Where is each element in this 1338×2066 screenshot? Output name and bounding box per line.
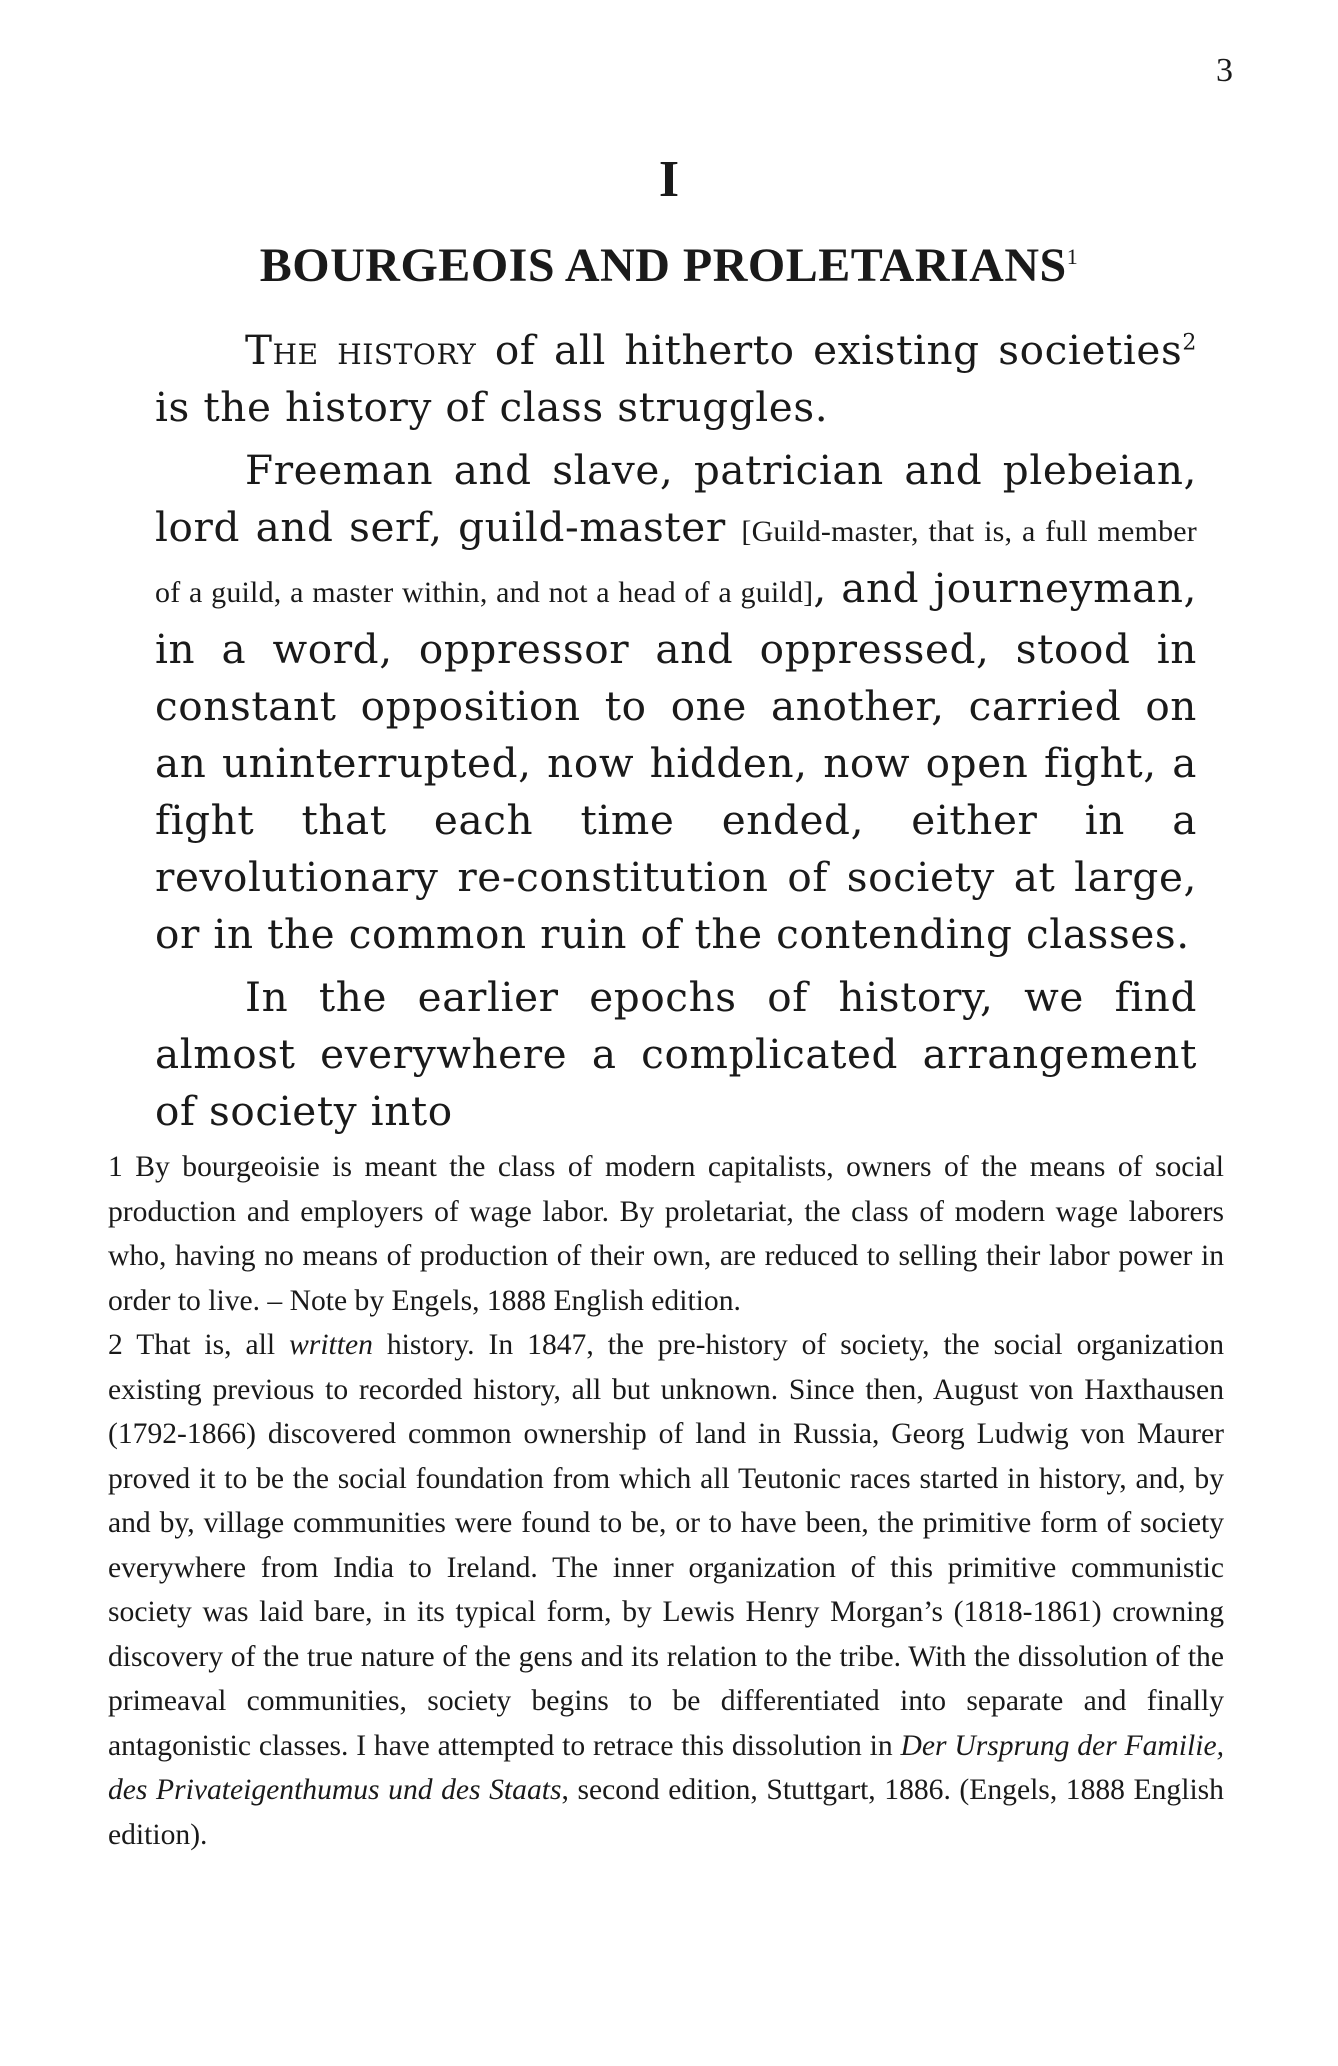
footnote-2-text-a: 2 That is, all [108,1329,290,1361]
footnote-2-emphasis-written: written [289,1329,373,1361]
footnote-2-book-title: Der Ursprung der Familie, des Privateigenthumus und des Staats [108,1729,1224,1806]
paragraph-3 [155,969,1197,1140]
paragraph-1-text-a: of all hitherto existing societies [476,326,1183,374]
footnote-ref-2: 2 [1182,330,1197,356]
footnote-1-text: 1 By bourgeoisie is meant the class of modern capitalists, owners of the means of social production and employers of wage labor. By proletariat, the class of modern wage laborers who, having no means of production of their own, are reduced to selling their labor power in order to live. – Note by Engels, 1888 English edition. [108,1151,1224,1317]
page-number: 3 [1216,52,1233,89]
footnote-2-text-c: , second edition, Stuttgart, 1886. (Engels, 1888 English edition). [108,1774,1224,1851]
paragraph-2 [155,442,1197,963]
chapter-numeral: I [658,151,680,208]
footnote-ref-1: 1 [1066,244,1079,269]
paragraph-2-text-a: Freeman and slave, patrician and plebeian, lord and serf, guild-master [155,446,1197,551]
chapter-title-text: BOURGEOIS AND PROLETARIANS [259,239,1067,292]
body-text [155,322,1197,1146]
footnote-1 [108,1145,1224,1323]
paragraph-1 [155,322,1197,436]
footnote-2 [108,1323,1224,1857]
footnote-2-text-b: history. In 1847, the pre-history of society, the social organization existing previous to recorded history, all but unknown. Since then, August von Haxthausen (1792-1866) discovered common ownership of land in Russia, Georg Ludwig von Maurer proved it to be the social foundation from which all Teutonic races started in history, and, by and by, village communities were found to be, or to have been, the primitive form of society everywhere from India to Ireland. The inner organization of this primitive communistic society was laid bare, in its typical form, by Lewis Henry Morgan’s (1818-1861) crowning discovery of the true nature of the gens and its relation to the tribe. With the dissolution of the primeaval communities, society begins to be differentiated into separate and finally antagonistic classes. I have attempted to retrace this dissolution in [108,1329,1224,1762]
paragraph-1-text-b: is the history of class struggles. [155,383,829,431]
chapter-title [0,238,1338,293]
paragraph-2-inline-note: [Guild-master, that is, a full member of a guild, a master within, and not a head of a guild] [155,515,1197,609]
paragraph-1-lead: The history [245,326,477,374]
paragraph-2-text-b: , and journeyman, in a word, oppressor and oppressed, stood in constant opposition to one another, carried on an uninterrupted, now hidden, now open fight, a fight that each time ended, either in a revolutionary re-constitution of society at large, or in the common ruin of the contending classes. [155,564,1197,958]
paragraph-3-text: In the earlier epochs of history, we find almost everywhere a complicated arrangement of society into [155,973,1197,1135]
footnotes [108,1145,1224,1857]
